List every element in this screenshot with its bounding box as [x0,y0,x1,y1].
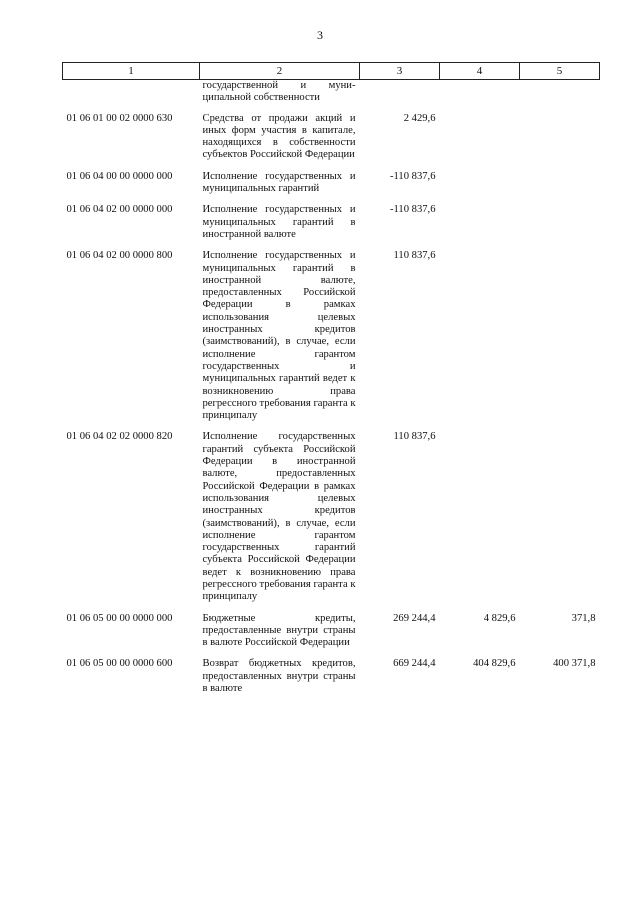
amount-col5 [520,431,600,612]
amount-col4 [440,113,520,171]
budget-code: 01 06 05 00 00 0000 000 [66,612,173,624]
amount-col5 [520,171,600,205]
column-header-3: 3 [360,63,440,80]
item-name: Исполнение государственных гарантий субъекта Российской Федерации в иностранной валюте, предоставленных Российской Федерации в рамках использования целевых иностранных кредитов (заимствований), в случае, если исполнение гарантом государственных гарантий субъекта Российской Федерации ведет к возникновению права регрессного требования гаранта к принципалу [202,431,356,603]
table-row [63,658,600,704]
table-row [63,613,600,659]
amount-col4 [440,431,520,612]
budget-code [63,80,200,113]
amount-col3: -110 837,6 [389,204,436,216]
amount-col3: 269 244,4 [393,612,436,624]
amount-col5 [520,113,600,171]
item-name: Исполнение государственных и муниципальных гарантий в иностранной валюте, предоставленных Российской Федерации в рамках использования целевых иностранных кредитов (заимствований), в случае, если исполнение гарантом государственных и муниципальных гарантий ведет к возникновению права регрессного требования гаранта к принципалу [202,250,356,422]
amount-col3: 669 244,4 [393,658,436,670]
amount-col4 [440,171,520,205]
amount-col5 [520,250,600,431]
column-header-2: 2 [200,63,360,80]
amount-col3 [360,80,440,113]
amount-col3: -110 837,6 [389,170,436,182]
table-row [63,250,600,431]
amount-col4 [440,80,520,113]
amount-col3: 110 837,6 [393,431,436,443]
amount-col3: 110 837,6 [393,250,436,262]
column-header-1: 1 [63,63,200,80]
item-name: государственной и муни-ципальной собственности [202,80,356,104]
amount-col5 [520,204,600,250]
amount-col3: 2 429,6 [403,112,436,124]
table-row [63,171,600,205]
amount-col4 [440,250,520,431]
amount-col4: 4 829,6 [483,612,516,624]
item-name: Средства от продажи акций и иных форм участия в капитале, находящихся в собственности субъектов Российской Федерации [202,112,356,161]
amount-col5 [520,80,600,113]
column-header-5: 5 [520,63,600,80]
item-name: Исполнение государственных и муниципальных гарантий [202,170,356,195]
item-name: Бюджетные кредиты, предоставленные внутри страны в валюте Российской Федерации [202,612,356,649]
amount-col5: 400 371,8 [553,658,596,670]
budget-code: 01 06 04 02 02 0000 820 [66,431,173,443]
budget-sources-table [62,62,600,704]
table-row [63,80,600,113]
table-row [63,204,600,250]
amount-col4 [440,204,520,250]
budget-code: 01 06 04 02 00 0000 000 [66,204,173,216]
amount-col5: 371,8 [571,612,596,624]
table-row [63,431,600,612]
page-number: 3 [317,28,323,42]
budget-code: 01 06 05 00 00 0000 600 [66,658,173,670]
item-name: Исполнение государственных и муниципальных гарантий в иностранной валюте [202,204,356,240]
table-row [63,113,600,171]
amount-col4: 404 829,6 [473,658,516,670]
table-header [63,63,600,80]
budget-code: 01 06 04 02 00 0000 800 [66,250,173,262]
budget-code: 01 06 01 00 02 0000 630 [66,112,173,124]
item-name: Возврат бюджетных кредитов, предоставленных внутри страны в валюте [202,658,356,695]
budget-code: 01 06 04 00 00 0000 000 [66,170,173,182]
column-header-4: 4 [440,63,520,80]
